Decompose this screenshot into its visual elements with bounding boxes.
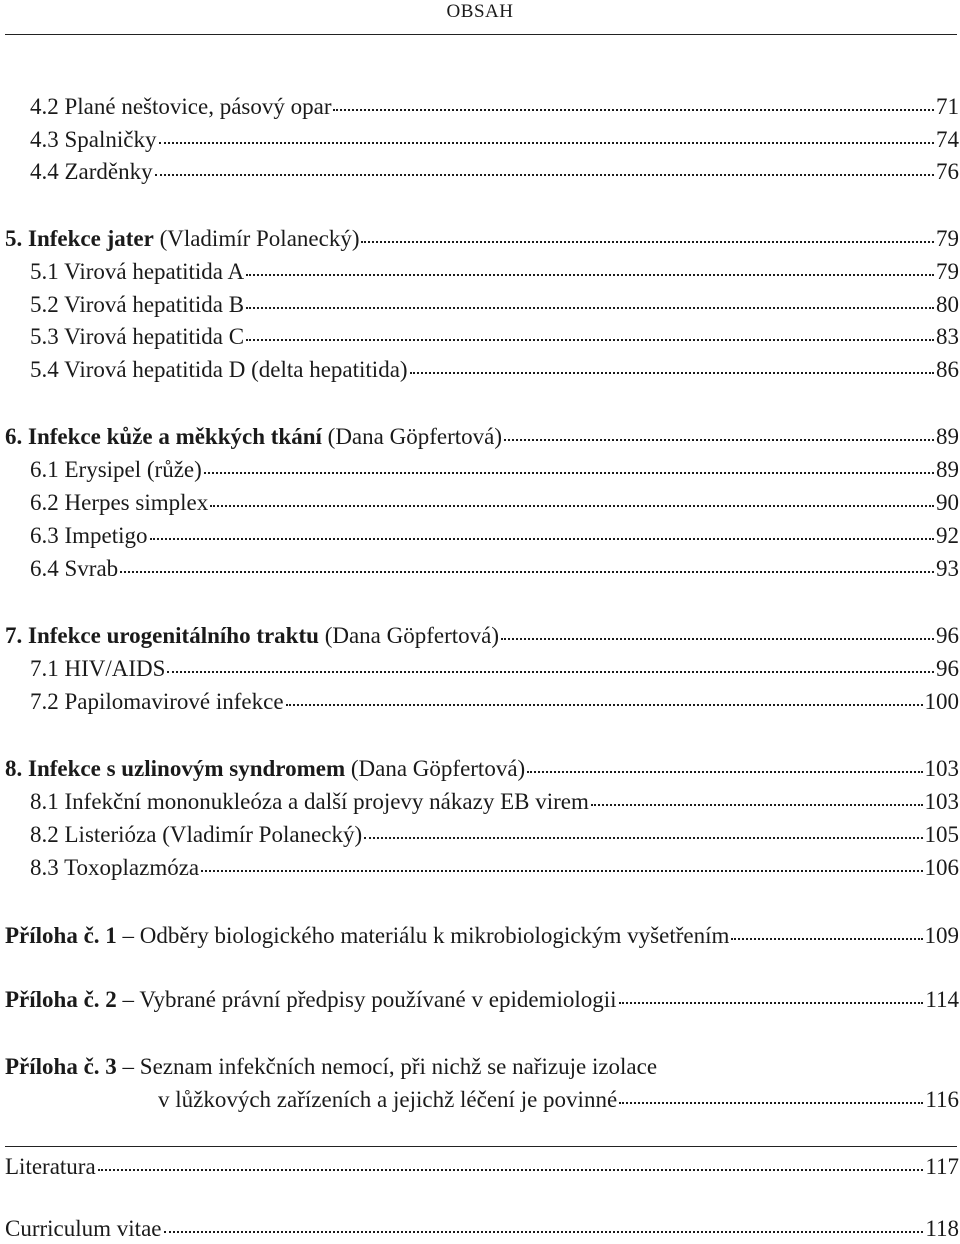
toc-entry-title: 8.2 Listerióza (Vladimír Polanecký) xyxy=(30,822,363,847)
toc-entry xyxy=(30,654,959,684)
toc-entry-curriculum xyxy=(5,1214,959,1244)
header-rule xyxy=(5,34,957,35)
toc-entry-page: 80 xyxy=(936,292,959,317)
running-header: OBSAH xyxy=(446,1,514,22)
toc-entry xyxy=(30,820,959,850)
dot-leader xyxy=(504,422,934,444)
toc-entry xyxy=(30,125,959,155)
toc-entry xyxy=(30,687,959,717)
dot-leader xyxy=(286,687,923,709)
chapter-author: (Dana Göpfertová) xyxy=(318,623,500,648)
toc-entry-page: 86 xyxy=(936,357,959,382)
dot-leader xyxy=(164,1214,924,1236)
toc-entry-title: Literatura xyxy=(5,1154,96,1179)
toc-entry-title xyxy=(5,621,499,651)
toc-entry xyxy=(30,322,959,352)
appendix-title: – Odběry biologického materiálu k mikrobiologickým vyšetřením xyxy=(116,923,730,948)
toc-entry-page: 71 xyxy=(936,94,959,119)
toc-entry xyxy=(30,257,959,287)
dot-leader xyxy=(210,488,934,510)
dot-leader xyxy=(159,125,935,147)
toc-entry-page: 114 xyxy=(925,987,959,1012)
toc-entry-page: 89 xyxy=(936,424,959,449)
toc-entry-page: 117 xyxy=(925,1154,959,1179)
appendix-label: Příloha č. 2 xyxy=(5,987,117,1012)
toc-entry-title: 7.2 Papilomavirové infekce xyxy=(30,689,284,714)
toc-entry-page: 109 xyxy=(924,923,959,948)
dot-leader xyxy=(246,322,934,344)
toc-entry-title: 5.4 Virová hepatitida D (delta hepatitida) xyxy=(30,357,408,382)
toc-entry-title xyxy=(5,754,525,784)
appendix-label: Příloha č. 3 xyxy=(5,1054,117,1079)
toc-entry-page: 92 xyxy=(936,523,959,548)
section-rule xyxy=(5,1146,957,1147)
toc-entry-title: 4.2 Plané neštovice, pásový opar xyxy=(30,94,332,119)
toc-entry-page: 96 xyxy=(936,623,959,648)
toc-entry-title: 6.2 Herpes simplex xyxy=(30,490,209,515)
dot-leader xyxy=(98,1152,924,1174)
toc-entry-page: 116 xyxy=(925,1087,959,1112)
toc-entry-title xyxy=(5,422,502,452)
toc-entry xyxy=(30,355,959,385)
dot-leader xyxy=(201,853,922,875)
toc-appendix xyxy=(5,985,959,1015)
toc-entry-page: 74 xyxy=(936,127,959,152)
toc-appendix xyxy=(5,1052,657,1082)
toc-entry-title: 4.3 Spalničky xyxy=(30,127,157,152)
toc-entry-page: 106 xyxy=(924,855,959,880)
chapter-author: (Dana Göpfertová) xyxy=(321,424,502,449)
dot-leader xyxy=(167,654,934,676)
toc-entry xyxy=(30,488,959,518)
toc-appendix-continuation xyxy=(158,1085,959,1115)
toc-entry-page: 103 xyxy=(924,756,959,781)
dot-leader xyxy=(410,355,934,377)
dot-leader xyxy=(246,257,934,279)
toc-entry-page: 90 xyxy=(936,490,959,515)
chapter-author: (Dana Göpfertová) xyxy=(345,756,526,781)
dot-leader xyxy=(120,554,934,576)
toc-entry-title xyxy=(5,1052,657,1082)
toc-entry-title: v lůžkových zařízeních a jejichž léčení je povinné xyxy=(158,1087,618,1112)
dot-leader xyxy=(619,985,924,1007)
dot-leader xyxy=(333,92,934,114)
dot-leader xyxy=(501,621,934,643)
toc-entry xyxy=(30,455,959,485)
toc-entry-title: 5.3 Virová hepatitida C xyxy=(30,324,245,349)
toc-entry-title: 6.3 Impetigo xyxy=(30,523,148,548)
toc-entry-title: 5.2 Virová hepatitida B xyxy=(30,292,245,317)
toc-chapter xyxy=(5,754,959,784)
chapter-title: 5. Infekce jater xyxy=(5,226,154,251)
toc-entry-title: Curriculum vitae xyxy=(5,1216,162,1241)
dot-leader xyxy=(731,921,922,943)
toc-chapter xyxy=(5,224,959,254)
chapter-title: 6. Infekce kůže a měkkých tkání xyxy=(5,424,322,449)
dot-leader xyxy=(204,455,934,477)
toc-entry-page: 96 xyxy=(936,656,959,681)
toc-chapter xyxy=(5,422,959,452)
toc-entry-page: 79 xyxy=(936,226,959,251)
appendix-label: Příloha č. 1 xyxy=(5,923,117,948)
toc-entry-title: 6.1 Erysipel (růže) xyxy=(30,457,202,482)
toc-entry-page: 103 xyxy=(924,789,959,814)
dot-leader xyxy=(591,787,923,809)
toc-entry-title: 8.1 Infekční mononukleóza a další projevy nákazy EB virem xyxy=(30,789,589,814)
dot-leader xyxy=(246,290,934,312)
appendix-title: – Seznam infekčních nemocí, při nichž se nařizuje izolace xyxy=(116,1054,658,1079)
dot-leader xyxy=(150,521,934,543)
toc-entry xyxy=(30,290,959,320)
toc-entry-page: 93 xyxy=(936,556,959,581)
toc-entry-page: 118 xyxy=(925,1216,959,1241)
toc-entry-literatura xyxy=(5,1152,959,1182)
chapter-title: 8. Infekce s uzlinovým syndromem xyxy=(5,756,346,781)
toc-entry-title xyxy=(5,985,617,1015)
toc-entry-title: 4.4 Zarděnky xyxy=(30,159,153,184)
toc-appendix xyxy=(5,921,959,951)
chapter-title: 7. Infekce urogenitálního traktu xyxy=(5,623,319,648)
toc-entry-title: 8.3 Toxoplazmóza xyxy=(30,855,200,880)
toc-chapter xyxy=(5,621,959,651)
toc-entry xyxy=(30,787,959,817)
toc-entry xyxy=(30,157,959,187)
appendix-title: – Vybrané právní předpisy používané v epidemiologii xyxy=(116,987,617,1012)
chapter-author: (Vladimír Polanecký) xyxy=(153,226,360,251)
toc-entry-page: 79 xyxy=(936,259,959,284)
dot-leader xyxy=(155,157,934,179)
toc-entry-page: 83 xyxy=(936,324,959,349)
toc-entry-page: 89 xyxy=(936,457,959,482)
toc-entry-page: 76 xyxy=(936,159,959,184)
toc-entry xyxy=(30,521,959,551)
toc-entry-title: 5.1 Virová hepatitida A xyxy=(30,259,245,284)
dot-leader xyxy=(619,1085,923,1107)
toc-entry-page: 105 xyxy=(924,822,959,847)
dot-leader xyxy=(527,754,922,776)
toc-entry xyxy=(30,554,959,584)
toc-entry xyxy=(30,92,959,122)
toc-entry-title xyxy=(5,921,729,951)
toc-entry-title xyxy=(5,224,359,254)
toc-entry xyxy=(30,853,959,883)
toc-entry-page: 100 xyxy=(924,689,959,714)
dot-leader xyxy=(364,820,922,842)
toc-entry-title: 6.4 Svrab xyxy=(30,556,119,581)
toc-entry-title: 7.1 HIV/AIDS xyxy=(30,656,166,681)
dot-leader xyxy=(361,224,934,246)
